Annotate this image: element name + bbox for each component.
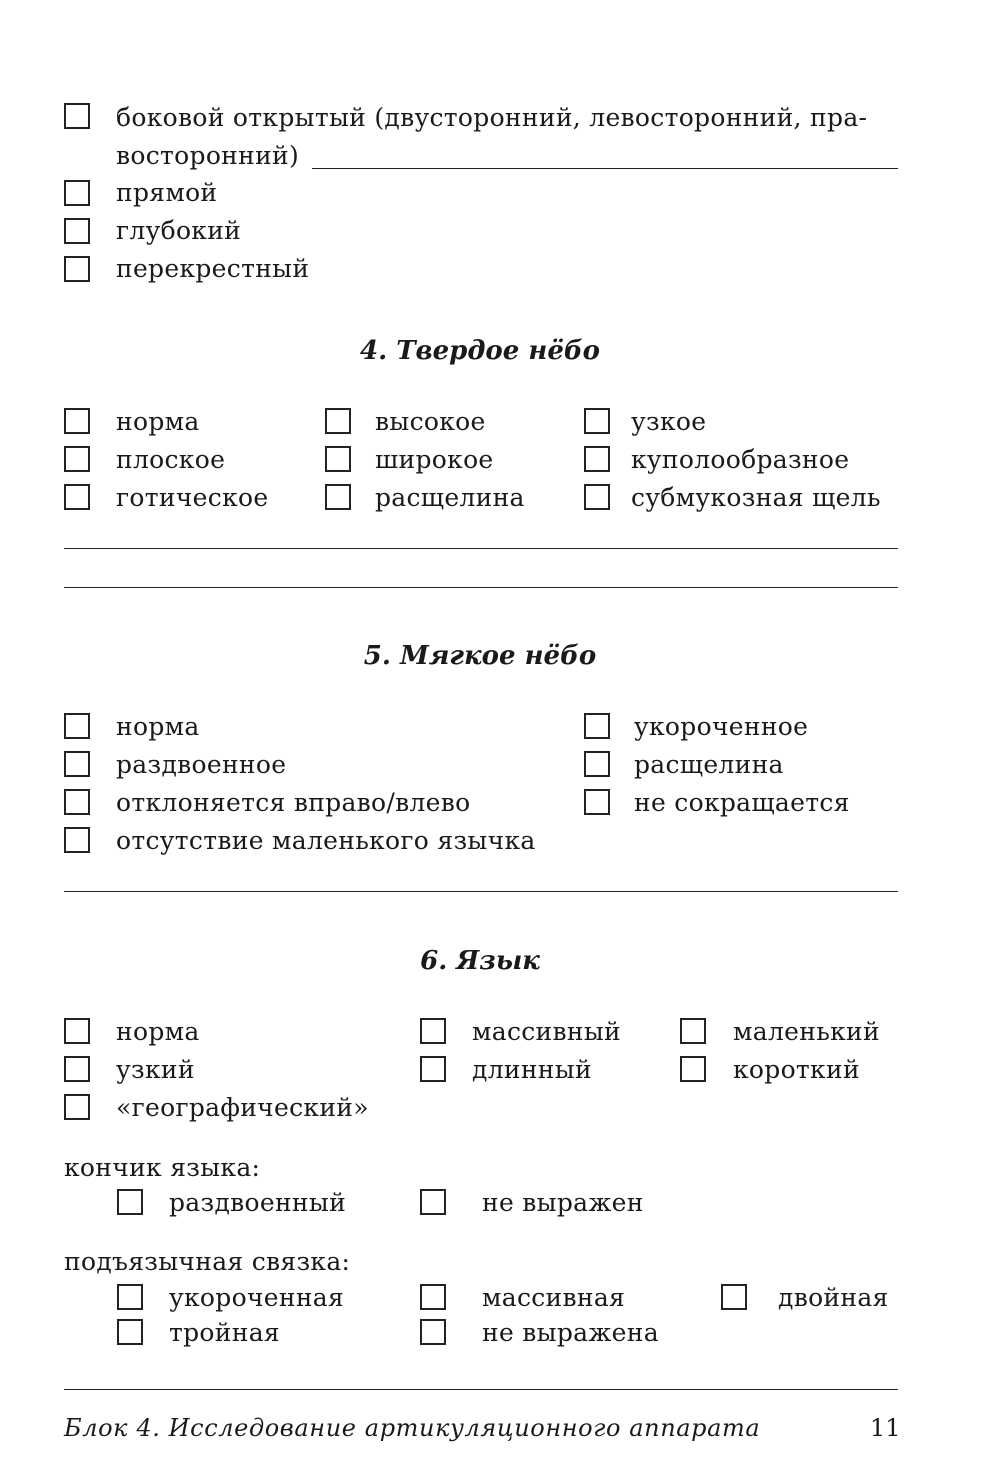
option-label: не выражена xyxy=(482,1318,659,1347)
checkbox-s5-shortened[interactable] xyxy=(584,713,610,739)
checkbox-s5-deviates[interactable] xyxy=(64,789,90,815)
checkbox-straight[interactable] xyxy=(64,180,90,206)
checkbox-s6-narrow[interactable] xyxy=(64,1056,90,1082)
checkbox-deep[interactable] xyxy=(64,218,90,244)
option-label: двойная xyxy=(778,1283,889,1312)
option-label: боковой открытый (двусторонний, левосторонний, пра- xyxy=(116,103,868,132)
option-label: широкое xyxy=(375,445,494,474)
footer-title: Блок 4. Исследование артикуляционного аппарата xyxy=(64,1414,761,1442)
option-label: «географический» xyxy=(116,1093,369,1122)
checkbox-s4-gothic[interactable] xyxy=(64,484,90,510)
checkbox-s5-norm[interactable] xyxy=(64,713,90,739)
checkbox-lateral-open[interactable] xyxy=(64,103,90,129)
checkbox-frenulum-double[interactable] xyxy=(721,1284,747,1310)
option-label: раздвоенное xyxy=(116,750,287,779)
option-label: норма xyxy=(116,1017,200,1046)
option-label: раздвоенный xyxy=(169,1188,347,1217)
checkbox-s6-long[interactable] xyxy=(420,1056,446,1082)
option-label: глубокий xyxy=(116,216,242,245)
option-label: узкое xyxy=(631,407,707,436)
checkbox-s5-no-contraction[interactable] xyxy=(584,789,610,815)
checkbox-crossed[interactable] xyxy=(64,256,90,282)
checkbox-s6-small[interactable] xyxy=(680,1018,706,1044)
checkbox-s5-cleft[interactable] xyxy=(584,751,610,777)
option-label: норма xyxy=(116,712,200,741)
checkbox-frenulum-triple[interactable] xyxy=(117,1319,143,1345)
section-heading: 4. Твердое нёбо xyxy=(360,336,600,366)
checkbox-s4-cleft[interactable] xyxy=(325,484,351,510)
option-label: укороченная xyxy=(169,1283,345,1312)
option-label: укороченное xyxy=(634,712,809,741)
checkbox-s4-norm[interactable] xyxy=(64,408,90,434)
answer-line[interactable] xyxy=(64,587,898,588)
option-label: плоское xyxy=(116,445,226,474)
option-label: массивная xyxy=(482,1283,626,1312)
option-label: норма xyxy=(116,407,200,436)
checkbox-s6-norm[interactable] xyxy=(64,1018,90,1044)
answer-line[interactable] xyxy=(64,548,898,549)
checkbox-s5-no-uvula[interactable] xyxy=(64,827,90,853)
option-label: длинный xyxy=(472,1055,592,1084)
option-label: расщелина xyxy=(375,483,525,512)
checkbox-s6-short[interactable] xyxy=(680,1056,706,1082)
checkbox-s6-massive[interactable] xyxy=(420,1018,446,1044)
option-label: перекрестный xyxy=(116,254,310,283)
checkbox-s4-dome[interactable] xyxy=(584,446,610,472)
answer-line[interactable] xyxy=(312,168,898,169)
option-label: отсутствие маленького язычка xyxy=(116,826,536,855)
option-label: высокое xyxy=(375,407,486,436)
answer-line[interactable] xyxy=(64,891,898,892)
option-label: субмукозная щель xyxy=(631,483,881,512)
option-label: готическое xyxy=(116,483,269,512)
checkbox-s4-narrow[interactable] xyxy=(584,408,610,434)
checkbox-frenulum-massive[interactable] xyxy=(420,1284,446,1310)
option-label: куполообразное xyxy=(631,445,850,474)
checkbox-tip-not-expressed[interactable] xyxy=(420,1189,446,1215)
option-label-continuation: восторонний) xyxy=(116,141,300,170)
subsection-label-tip: кончик языка: xyxy=(64,1153,261,1182)
option-label: не сокращается xyxy=(634,788,850,817)
checkbox-s5-bifid[interactable] xyxy=(64,751,90,777)
section-heading: 5. Мягкое нёбо xyxy=(363,641,597,671)
checkbox-s4-flat[interactable] xyxy=(64,446,90,472)
subsection-label-frenulum: подъязычная связка: xyxy=(64,1247,351,1276)
option-label: расщелина xyxy=(634,750,784,779)
option-label: узкий xyxy=(116,1055,195,1084)
checkbox-tip-bifid[interactable] xyxy=(117,1189,143,1215)
footer-rule xyxy=(64,1389,898,1390)
checkbox-frenulum-shortened[interactable] xyxy=(117,1284,143,1310)
checkbox-s4-high[interactable] xyxy=(325,408,351,434)
checkbox-s4-wide[interactable] xyxy=(325,446,351,472)
option-label: маленький xyxy=(733,1017,880,1046)
checkbox-frenulum-not-expressed[interactable] xyxy=(420,1319,446,1345)
option-label: не выражен xyxy=(482,1188,644,1217)
checkbox-s4-submucous[interactable] xyxy=(584,484,610,510)
option-label: тройная xyxy=(169,1318,280,1347)
page-number: 11 xyxy=(870,1414,901,1442)
option-label: короткий xyxy=(733,1055,860,1084)
option-label: отклоняется вправо/влево xyxy=(116,788,471,817)
checkbox-s6-geographic[interactable] xyxy=(64,1094,90,1120)
section-heading: 6. Язык xyxy=(420,946,540,976)
option-label: прямой xyxy=(116,178,218,207)
option-label: массивный xyxy=(472,1017,622,1046)
